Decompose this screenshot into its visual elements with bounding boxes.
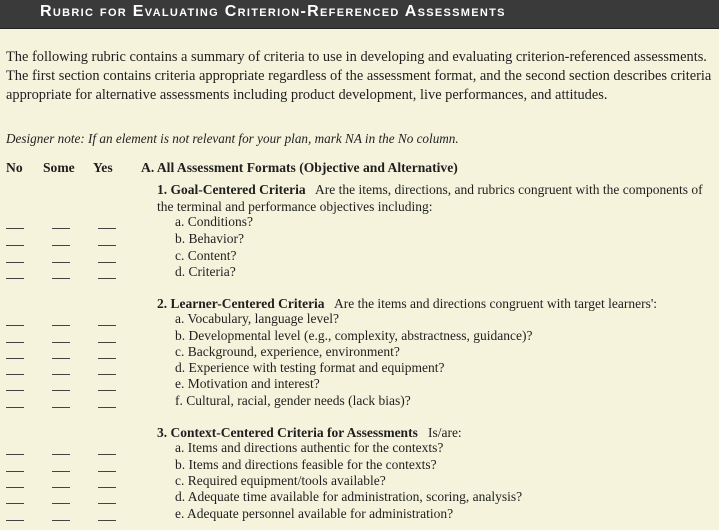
blank-some[interactable] — [52, 374, 70, 375]
blank-yes[interactable] — [98, 471, 116, 472]
subsection-heading: 3. Context-Centered Criteria for Assessments — [157, 425, 418, 440]
subsection-prompt: Are the items, directions, and rubrics congruent with the components of the terminal and performance objectives including: — [157, 182, 703, 214]
designer-note: Designer note: If an element is not relevant for your plan, mark NA in the No column. — [6, 131, 459, 146]
title-bar — [0, 0, 719, 29]
page-title: Rubric for Evaluating Criterion-Referenced Assessments — [40, 3, 506, 20]
subsection-heading: 2. Learner-Centered Criteria — [157, 296, 325, 311]
blank-yes[interactable] — [98, 278, 116, 279]
criterion-item: c. Background, experience, environment? — [175, 344, 400, 359]
blank-some[interactable] — [52, 454, 70, 455]
criterion-item: b. Behavior? — [175, 231, 244, 246]
intro-paragraph: The following rubric contains a summary of criteria to use in developing and evaluating criterion-referenced assessments. The first section contains criteria appropriate regardless of the assessment format, and the second section describes criteria appropriate for alternative assessments including product development, live performances, and attitudes. — [6, 49, 712, 103]
blank-yes[interactable] — [98, 358, 116, 359]
criterion-item: b. Developmental level (e.g., complexity, abstractness, guidance)? — [175, 328, 533, 343]
subsection-learner-centered — [157, 295, 712, 312]
blank-no[interactable] — [6, 342, 24, 343]
blank-yes[interactable] — [98, 390, 116, 391]
criterion-item: d. Adequate time available for administration, scoring, analysis? — [175, 489, 523, 504]
criterion-item: a. Vocabulary, language level? — [175, 311, 339, 326]
blank-no[interactable] — [6, 503, 24, 504]
blank-no[interactable] — [6, 454, 24, 455]
blank-yes[interactable] — [98, 407, 116, 408]
blank-some[interactable] — [52, 520, 70, 521]
blank-no[interactable] — [6, 390, 24, 391]
blank-some[interactable] — [52, 262, 70, 263]
section-a-heading: A. All Assessment Formats (Objective and Alternative) — [141, 160, 458, 175]
blank-some[interactable] — [52, 390, 70, 391]
blank-yes[interactable] — [98, 228, 116, 229]
blank-some[interactable] — [52, 228, 70, 229]
blank-no[interactable] — [6, 520, 24, 521]
criterion-item: d. Experience with testing format and equipment? — [175, 360, 445, 375]
blank-no[interactable] — [6, 228, 24, 229]
criterion-item: a. Items and directions authentic for the contexts? — [175, 440, 444, 455]
subsection-prompt: Is/are: — [427, 425, 462, 440]
blank-no[interactable] — [6, 262, 24, 263]
blank-some[interactable] — [52, 407, 70, 408]
blank-yes[interactable] — [98, 374, 116, 375]
blank-yes[interactable] — [98, 487, 116, 488]
blank-no[interactable] — [6, 407, 24, 408]
subsection-goal-centered — [157, 181, 712, 215]
blank-no[interactable] — [6, 487, 24, 488]
criterion-item: d. Criteria? — [175, 264, 236, 279]
blank-some[interactable] — [52, 325, 70, 326]
blank-some[interactable] — [52, 358, 70, 359]
blank-yes[interactable] — [98, 245, 116, 246]
blank-some[interactable] — [52, 503, 70, 504]
blank-yes[interactable] — [98, 262, 116, 263]
criterion-item: c. Content? — [175, 248, 237, 263]
subsection-prompt: Are the items and directions congruent with target learners': — [333, 296, 658, 311]
blank-some[interactable] — [52, 487, 70, 488]
column-header-yes: Yes — [93, 160, 113, 175]
blank-some[interactable] — [52, 471, 70, 472]
subsection-heading: 1. Goal-Centered Criteria — [157, 182, 306, 197]
blank-some[interactable] — [52, 245, 70, 246]
criterion-item: e. Adequate personnel available for administration? — [175, 506, 454, 521]
blank-no[interactable] — [6, 245, 24, 246]
criterion-item: c. Required equipment/tools available? — [175, 473, 386, 488]
blank-no[interactable] — [6, 374, 24, 375]
column-header-some: Some — [43, 160, 75, 175]
blank-some[interactable] — [52, 342, 70, 343]
criterion-item: e. Motivation and interest? — [175, 376, 320, 391]
criterion-item: a. Conditions? — [175, 214, 253, 229]
blank-no[interactable] — [6, 325, 24, 326]
blank-no[interactable] — [6, 278, 24, 279]
blank-yes[interactable] — [98, 503, 116, 504]
blank-no[interactable] — [6, 471, 24, 472]
criterion-item: f. Cultural, racial, gender needs (lack bias)? — [175, 393, 411, 408]
subsection-context-centered — [157, 424, 712, 441]
blank-some[interactable] — [52, 278, 70, 279]
blank-yes[interactable] — [98, 342, 116, 343]
blank-yes[interactable] — [98, 454, 116, 455]
criterion-item: b. Items and directions feasible for the contexts? — [175, 457, 437, 472]
column-header-no: No — [6, 160, 23, 175]
blank-yes[interactable] — [98, 520, 116, 521]
blank-no[interactable] — [6, 358, 24, 359]
blank-yes[interactable] — [98, 325, 116, 326]
